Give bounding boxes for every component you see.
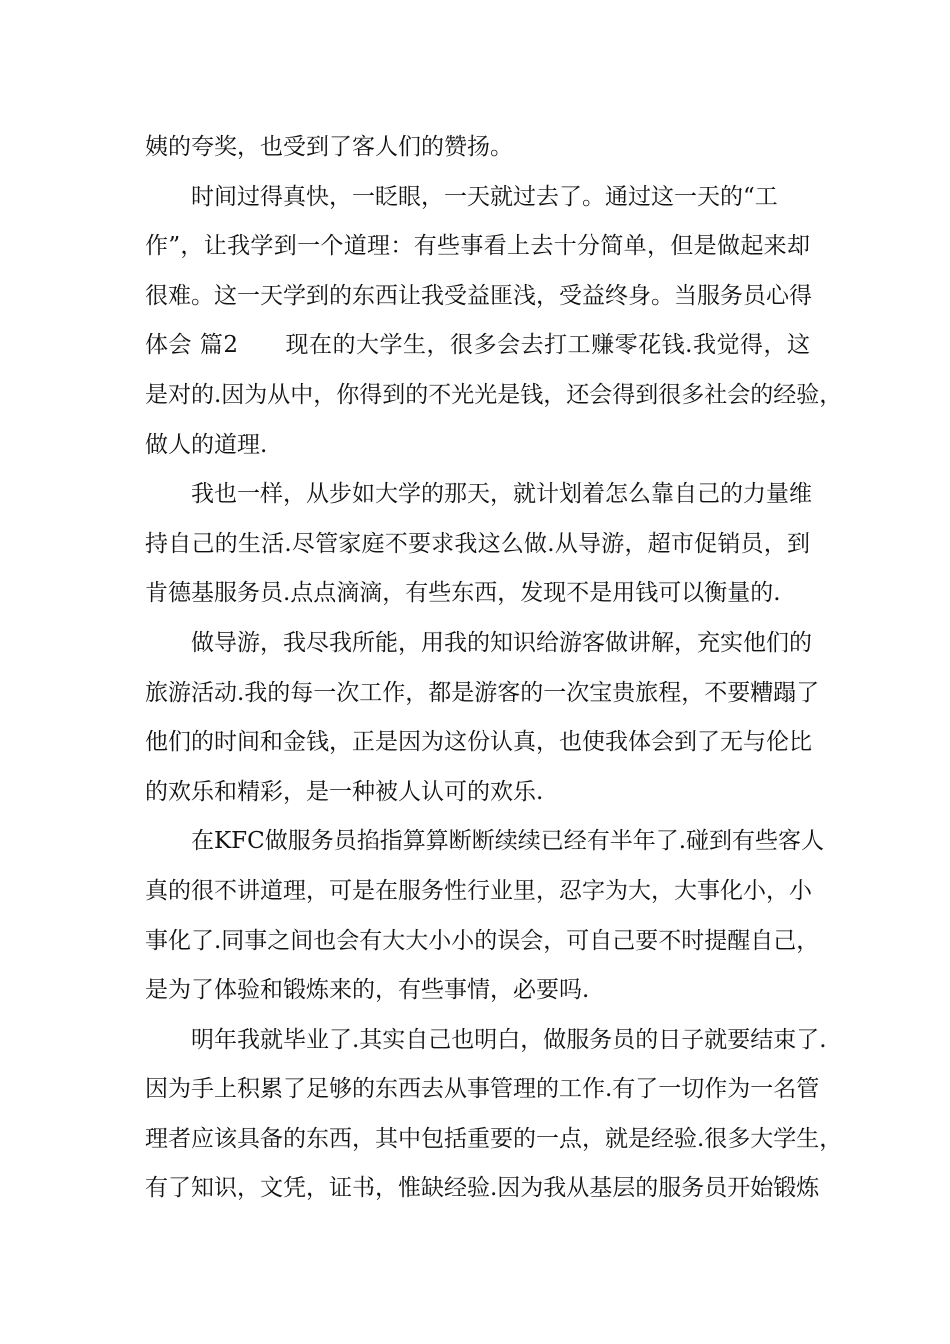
- text-line: 是对的.因为从中，你得到的不光光是钱，还会得到很多社会的经验，: [145, 381, 843, 408]
- text-line: 理者应该具备的东西，其中包括重要的一点，就是经验.很多大学生，: [145, 1125, 843, 1152]
- text-line: 很难。这一天学到的东西让我受益匪浅，受益终身。当服务员心得: [145, 282, 812, 309]
- text-line: 事化了.同事之间也会有大大小小的误会，可自己要不时提醒自己，: [145, 927, 820, 954]
- text-line: 真的很不讲道理，可是在服务性行业里，忍字为大，大事化小，小: [145, 877, 812, 904]
- paragraph-start-line: 做导游，我尽我所能，用我的知识给游客做讲解，充实他们的: [191, 629, 812, 656]
- text-line: 肯德基服务员.点点滴滴，有些东西，发现不是用钱可以衡量的.: [145, 580, 781, 607]
- text-line: 的欢乐和精彩，是一种被人认可的欢乐.: [145, 778, 544, 805]
- document-body: [145, 123, 843, 1214]
- text-line: 有了知识，文凭，证书，惟缺经验.因为我从基层的服务员开始锻炼: [145, 1175, 820, 1202]
- text-line: 做人的道理.: [145, 431, 268, 458]
- text-line: 姨的夸奖，也受到了客人们的赞扬。: [145, 134, 513, 160]
- paragraph-start-line: 明年我就毕业了.其实自己也明白，做服务员的日子就要结束了.: [191, 1026, 827, 1053]
- paragraph-start-line: 在KFC做服务员掐指算算断断续续已经有半年了.碰到有些客人: [191, 828, 825, 855]
- paragraph-start-line: 我也一样，从步如大学的那天，就计划着怎么靠自己的力量维: [191, 481, 812, 508]
- text-line: 因为手上积累了足够的东西去从事管理的工作.有了一切作为一名管: [145, 1076, 820, 1103]
- text-line: 持自己的生活.尽管家庭不要求我这么做.从导游，超市促销员，到: [145, 530, 810, 557]
- text-line: 是为了体验和锻炼来的，有些事情，必要吗.: [145, 977, 590, 1004]
- text-line: 他们的时间和金钱，正是因为这份认真，也使我体会到了无与伦比: [145, 729, 812, 756]
- text-line: 作”，让我学到一个道理：有些事看上去十分简单，但是做起来却: [145, 233, 810, 260]
- paragraph-start-line: 时间过得真快，一眨眼，一天就过去了。通过这一天的“工: [191, 183, 778, 210]
- text-line: 旅游活动.我的每一次工作，都是游客的一次宝贵旅程，不要糟蹋了: [145, 679, 820, 706]
- text-line: 体会 篇2 现在的大学生，很多会去打工赚零花钱.我觉得，这: [145, 332, 810, 359]
